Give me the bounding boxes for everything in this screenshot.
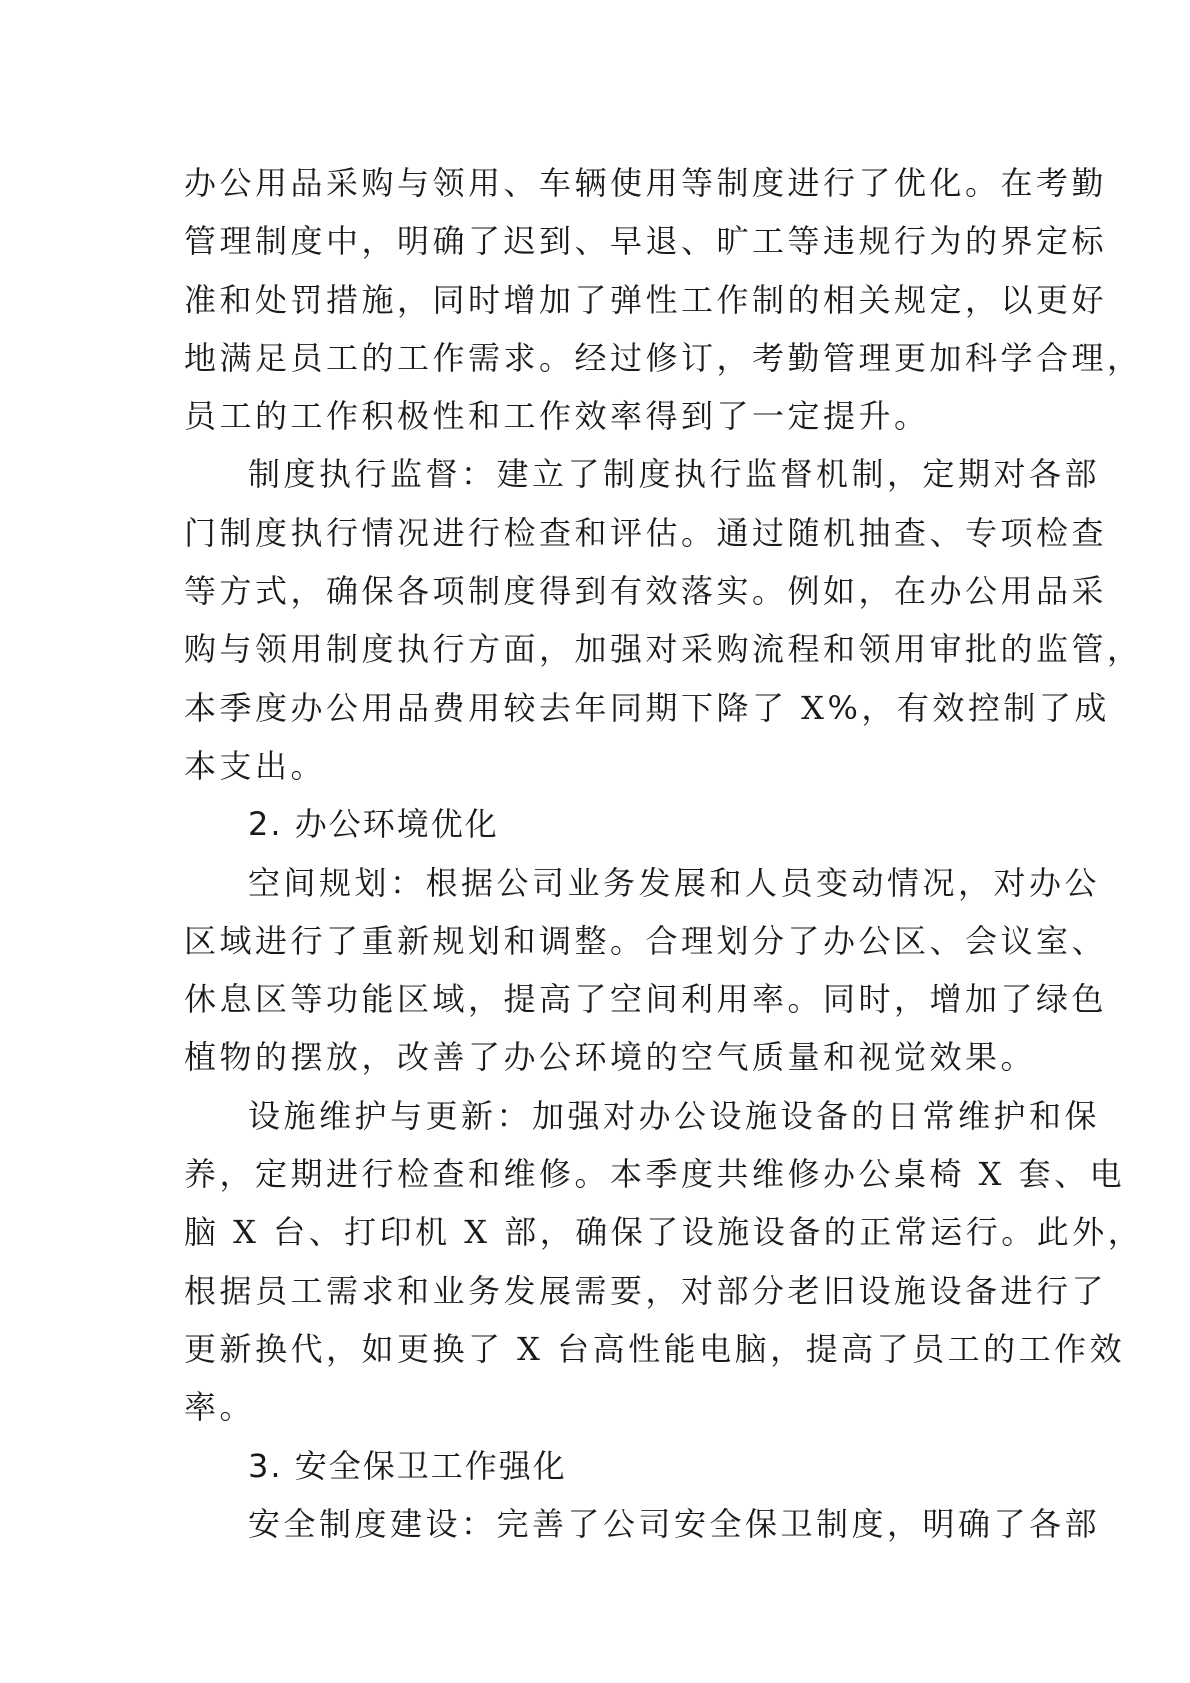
text-line: 制度执行监督：建立了制度执行监督机制，定期对各部 [248, 455, 1101, 494]
text-line: 本季度办公用品费用较去年同期下降了 X%，有效控制了成 [184, 688, 1110, 727]
text-line: 空间规划：根据公司业务发展和人员变动情况，对办公 [248, 863, 1101, 902]
text-line: 地满足员工的工作需求。经过修订，考勤管理更加科学合理， [184, 338, 1143, 377]
text-line: 区域进行了重新规划和调整。合理划分了办公区、会议室、 [184, 921, 1108, 960]
text-line: 管理制度中，明确了迟到、早退、旷工等违规行为的界定标 [184, 222, 1108, 261]
text-line: 休息区等功能区域，提高了空间利用率。同时，增加了绿色 [184, 980, 1108, 1019]
text-line: 植物的摆放，改善了办公环境的空气质量和视觉效果。 [184, 1038, 1037, 1077]
text-line: 安全制度建设：完善了公司安全保卫制度，明确了各部 [248, 1504, 1101, 1543]
text-line: 等方式，确保各项制度得到有效落实。例如，在办公用品采 [184, 572, 1108, 611]
heading-text: 3. 安全保卫工作强化 [248, 1446, 567, 1485]
text-line: 办公用品采购与领用、车辆使用等制度进行了优化。在考勤 [184, 164, 1108, 202]
text-line: 养，定期进行检查和维修。本季度共维修办公桌椅 X 套、电 [184, 1155, 1126, 1194]
heading-text: 2. 办公环境优化 [248, 805, 499, 844]
paragraph-system-optimization [184, 154, 1143, 445]
section-heading-security [184, 1437, 1014, 1495]
paragraph-space-planning [184, 854, 1108, 1087]
text-line: 购与领用制度执行方面，加强对采购流程和领用审批的监管， [184, 630, 1143, 669]
text-line: 员工的工作积极性和工作效率得到了一定提升。 [184, 397, 930, 436]
text-line: 脑 X 台、打印机 X 部，确保了设施设备的正常运行。此外， [184, 1213, 1144, 1252]
text-line: 本支出。 [184, 746, 327, 785]
text-line: 率。 [184, 1388, 256, 1427]
text-line: 门制度执行情况进行检查和评估。通过随机抽查、专项检查 [184, 513, 1108, 552]
text-line: 准和处罚措施，同时增加了弹性工作制的相关规定，以更好 [184, 280, 1108, 319]
text-line: 更新换代，如更换了 X 台高性能电脑，提高了员工的工作效 [184, 1329, 1126, 1368]
document-body [184, 154, 1144, 1553]
section-heading-office-environment [184, 795, 1014, 853]
text-line: 根据员工需求和业务发展需要，对部分老旧设施设备进行了 [184, 1271, 1108, 1310]
paragraph-facility-maintenance [184, 1087, 1144, 1437]
text-line: 设施维护与更新：加强对办公设施设备的日常维护和保 [248, 1096, 1101, 1135]
paragraph-execution-supervision [184, 445, 1143, 795]
paragraph-security-system [184, 1495, 1101, 1553]
